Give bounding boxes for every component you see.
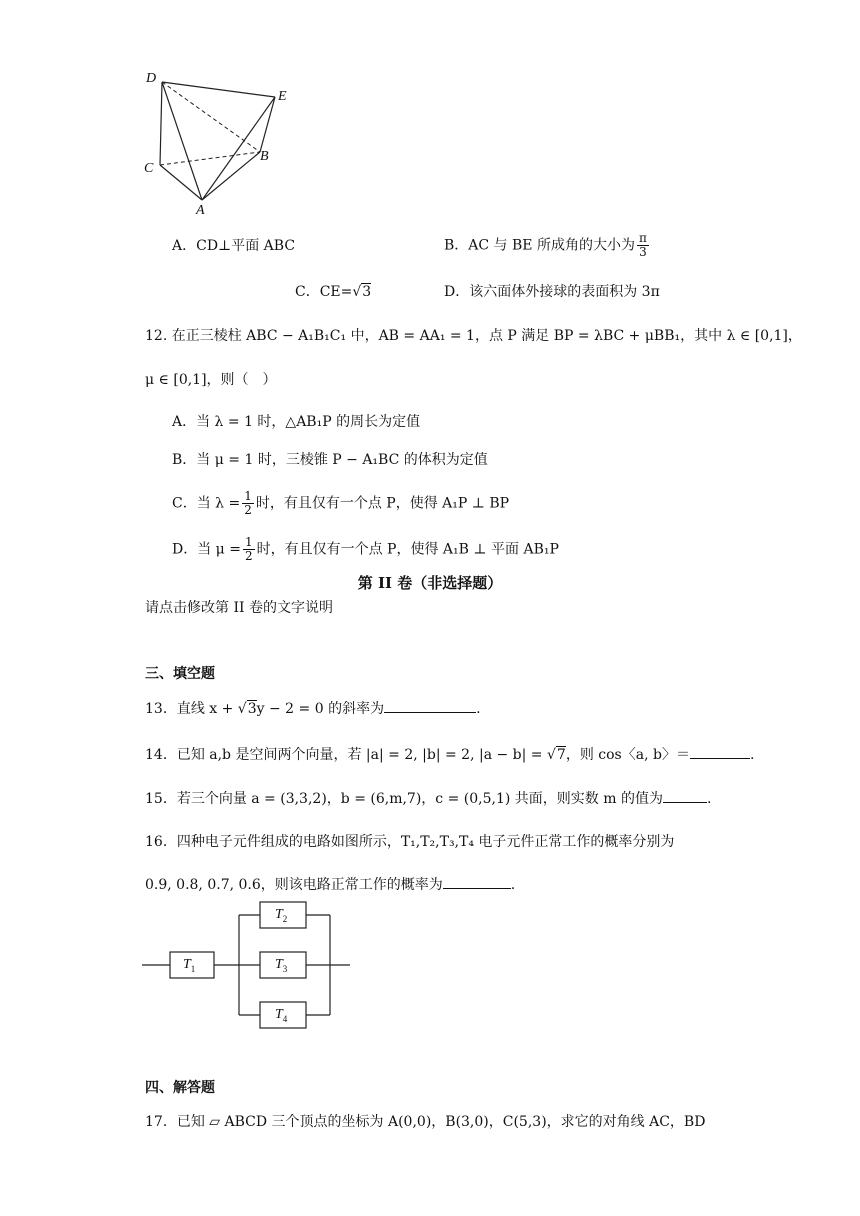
fraction-denominator: 2 xyxy=(244,549,253,563)
edge-DA xyxy=(162,82,202,200)
answer-blank xyxy=(443,874,511,889)
label-A: A xyxy=(196,203,205,218)
label-T2 xyxy=(275,905,287,929)
q16-line2-text: 0.9, 0.8, 0.7, 0.6，则该电路正常工作的概率为 xyxy=(145,877,443,893)
q13-post: y − 2 = 0 的斜率为 xyxy=(256,701,385,717)
edge-EB xyxy=(260,97,275,152)
label-T1-subscript: 1 xyxy=(190,963,196,974)
q16-end: . xyxy=(510,877,516,893)
q12-option-c xyxy=(172,490,509,517)
q14-pre: 14．已知 a,b 是空间两个向量，若 |a| = 2, |b| = 2, |a − b| = xyxy=(145,747,547,763)
circuit-svg xyxy=(140,898,360,1038)
q16-line2 xyxy=(145,874,515,895)
q12-stem-line1: 12. 在正三棱柱 ABC − A₁B₁C₁ 中，AB = AA₁ = 1，点 P 满足 BP = λBC + μBB₁，其中 λ ∈ [0,1]， xyxy=(145,328,802,344)
q13 xyxy=(145,698,481,719)
q16-line1: 16．四种电子元件组成的电路如图所示，T₁,T₂,T₃,T₄ 电子元件正常工作的概率分别为 xyxy=(145,834,675,850)
q12-option-c-pre: C．当 λ = xyxy=(172,495,241,512)
label-T1 xyxy=(183,955,195,979)
sqrt-symbol: √ xyxy=(352,284,362,300)
section-fill-blank-heading: 三、填空题 xyxy=(145,666,215,682)
fraction-denominator: 3 xyxy=(639,245,647,259)
q12-option-a: A．当 λ = 1 时，△AB₁P 的周长为定值 xyxy=(172,414,421,430)
sqrt-symbol: √ xyxy=(237,701,247,717)
q11-option-b xyxy=(444,232,651,259)
label-T4-subscript: 4 xyxy=(282,1013,288,1024)
answer-blank xyxy=(384,698,476,713)
q13-pre: 13．直线 x + xyxy=(145,701,238,717)
label-B: B xyxy=(260,149,269,164)
label-T4 xyxy=(275,1005,287,1029)
edge-DE xyxy=(162,82,275,97)
fraction-numerator: 1 xyxy=(244,489,252,503)
sqrt-symbol: √ xyxy=(546,747,556,763)
q14-end: . xyxy=(749,747,755,763)
q12-option-c-post: 时，有且仅有一个点 P，使得 A₁P ⊥ BP xyxy=(255,495,510,512)
q11-option-b-fraction xyxy=(637,232,649,259)
q12-option-b: B．当 μ = 1 时，三棱锥 P − A₁BC 的体积为定值 xyxy=(172,452,488,468)
q13-end: . xyxy=(476,701,481,717)
q11-option-c-radicand: 3 xyxy=(362,284,372,300)
label-T3-subscript: 3 xyxy=(282,963,288,974)
q11-option-c-text: C．CE= xyxy=(295,284,353,300)
label-C: C xyxy=(144,161,154,176)
q15-end: . xyxy=(706,791,712,807)
q14 xyxy=(145,744,754,765)
q14-post: ，则 cos〈a, b〉＝ xyxy=(565,747,690,763)
circuit-diagram xyxy=(140,898,360,1038)
part2-title: 第 II 卷（非选择题） xyxy=(357,574,503,592)
fraction-denominator: 2 xyxy=(244,503,252,517)
fraction-half xyxy=(243,536,255,563)
q11-option-d: D．该六面体外接球的表面积为 3π xyxy=(444,284,660,300)
label-T1-letter: T xyxy=(183,957,191,972)
answer-blank xyxy=(690,744,750,759)
part2-note: 请点击修改第 II 卷的文字说明 xyxy=(145,600,333,616)
edge-DC xyxy=(160,82,162,165)
q15-text: 15．若三个向量 a = (3,3,2)，b = (6,m,7)，c = (0,5,1) 共面，则实数 m 的值为 xyxy=(145,791,663,807)
q11-option-a: A．CD⊥平面 ABC xyxy=(172,238,296,254)
q17-text: 17．已知 ▱ ABCD 三个顶点的坐标为 A(0,0)，B(3,0)，C(5,3)，求它的对角线 AC，BD xyxy=(145,1114,706,1130)
label-T3-letter: T xyxy=(275,957,283,972)
q13-radicand: 3 xyxy=(247,701,257,717)
label-T2-subscript: 2 xyxy=(282,913,288,924)
fraction-numerator: π xyxy=(638,231,647,245)
label-T2-letter: T xyxy=(275,907,283,922)
q12-stem-line2: μ ∈ [0,1]，则（ ） xyxy=(145,372,277,388)
q14-radicand: 7 xyxy=(556,747,566,763)
q11-option-c xyxy=(295,282,371,302)
label-T3 xyxy=(275,955,287,979)
polyhedron-figure xyxy=(140,65,310,225)
q12-option-d xyxy=(172,536,559,563)
label-E: E xyxy=(278,89,287,104)
fraction-numerator: 1 xyxy=(244,535,253,549)
fraction-half xyxy=(242,490,254,517)
q12-option-d-post: 时，有且仅有一个点 P，使得 A₁B ⊥ 平面 AB₁P xyxy=(256,541,559,558)
answer-blank xyxy=(663,788,707,803)
label-T4-letter: T xyxy=(275,1007,283,1022)
q11-option-b-text: B．AC 与 BE 所成角的大小为 xyxy=(444,237,635,254)
edge-CB-hidden xyxy=(160,152,260,165)
q12-option-d-pre: D．当 μ = xyxy=(172,541,241,558)
q15 xyxy=(145,788,711,809)
section-answer-heading: 四、解答题 xyxy=(145,1080,215,1096)
label-D: D xyxy=(146,71,157,86)
